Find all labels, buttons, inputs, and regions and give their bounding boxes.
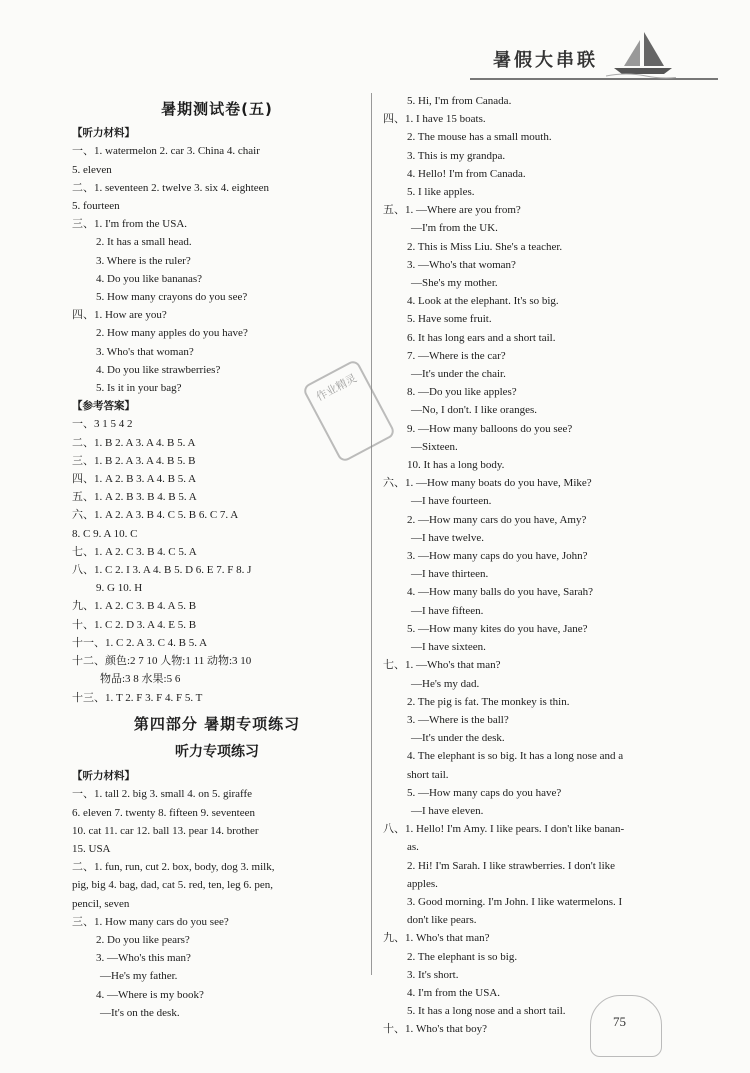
text-line: 6. eleven 7. twenty 8. fifteen 9. seventeen (72, 806, 255, 819)
text-line: 10. cat 11. car 12. ball 13. pear 14. brother (72, 824, 259, 837)
text-line: pig, big 4. bag, dad, cat 5. red, ten, leg 6. pen, (72, 879, 274, 892)
text-line: 5. I like apples. (407, 186, 475, 199)
text-line: 七、1. A 2. C 3. B 4. C 5. A (72, 545, 197, 558)
text-line: 三、1. I'm from the USA. (72, 218, 188, 231)
text-line: 4. The elephant is so big. It has a long nose and a (407, 750, 624, 763)
text-line: 5. It has a long nose and a short tail. (407, 1005, 566, 1018)
text-line: 5. Is it in your bag? (96, 382, 182, 395)
text-line: —I have twelve. (411, 531, 484, 544)
text-line: 3. —Who's that woman? (407, 258, 516, 271)
text-line: 3. Where is the ruler? (96, 254, 191, 267)
text-line: 二、1. fun, run, cut 2. box, body, dog 3. milk, (72, 861, 275, 874)
header-rule (470, 78, 718, 80)
text-line: 二、1. seventeen 2. twelve 3. six 4. eighteen (72, 181, 270, 194)
text-line: don't like pears. (407, 914, 477, 927)
section-heading: 【听力材料】 (72, 770, 135, 783)
section-heading: 【听力材料】 (72, 127, 135, 140)
text-line: 八、1. C 2. I 3. A 4. B 5. D 6. E 7. F 8. J (72, 564, 252, 577)
left-column (72, 98, 362, 1022)
text-line: —She's my mother. (411, 277, 498, 290)
text-line: —It's on the desk. (100, 1006, 180, 1019)
text-line: 4. I'm from the USA. (407, 986, 501, 999)
text-line: 五、1. A 2. B 3. B 4. B 5. A (72, 491, 197, 504)
text-line: 三、1. How many cars do you see? (72, 915, 229, 928)
text-line: —He's my father. (100, 970, 178, 983)
text-line: 5. fourteen (72, 200, 120, 213)
text-line: 一、1. tall 2. big 3. small 4. on 5. giraffe (72, 788, 253, 801)
text-line: —I have thirteen. (411, 568, 489, 581)
text-line: 2. The elephant is so big. (407, 950, 518, 963)
text-line: apples. (407, 877, 438, 890)
text-line: 2. Hi! I'm Sarah. I like strawberries. I don't like (407, 859, 616, 872)
text-line: 2. This is Miss Liu. She's a teacher. (407, 240, 563, 253)
text-line: 四、1. A 2. B 3. A 4. B 5. A (72, 473, 197, 486)
text-line: 五、1. —Where are you from? (383, 204, 521, 217)
text-line: —It's under the desk. (411, 732, 505, 745)
text-line: 2. The pig is fat. The monkey is thin. (407, 695, 570, 708)
text-line: —No, I don't. I like oranges. (411, 404, 538, 417)
section-title: 第四部分 暑期专项练习 (133, 714, 301, 733)
text-line: 六、1. —How many boats do you have, Mike? (383, 477, 592, 490)
text-line: 4. Look at the elephant. It's so big. (407, 295, 559, 308)
page-number: 75 (613, 1014, 626, 1029)
text-line: 四、1. How are you? (72, 309, 167, 322)
text-line: —Sixteen. (411, 440, 458, 453)
text-line: 2. The mouse has a small mouth. (407, 131, 552, 144)
text-line: 7. —Where is the car? (407, 349, 506, 362)
text-line: 6. It has long ears and a short tail. (407, 331, 556, 344)
text-line: 2. Do you like pears? (96, 933, 190, 946)
text-line: 十二、颜色:2 7 10 人物:1 11 动物:3 10 (72, 655, 252, 668)
text-line: 六、1. A 2. A 3. B 4. C 5. B 6. C 7. A (72, 509, 239, 522)
text-line: 3. It's short. (407, 968, 459, 981)
text-line: short tail. (407, 768, 449, 781)
text-line: 十、1. C 2. D 3. A 4. E 5. B (72, 618, 197, 631)
text-line: pencil, seven (72, 897, 130, 910)
text-line: 5. Have some fruit. (407, 313, 492, 326)
column-divider (371, 93, 372, 975)
section-heading: 【参考答案】 (72, 400, 135, 413)
text-line: 5. Hi, I'm from Canada. (407, 95, 512, 107)
header-title: 暑假大串联 (493, 50, 598, 70)
text-line: 十一、1. C 2. A 3. C 4. B 5. A (72, 636, 208, 649)
text-line: —I have fourteen. (411, 495, 492, 508)
text-line: 4. Hello! I'm from Canada. (407, 167, 526, 180)
text-line: 九、1. Who's that man? (383, 932, 490, 945)
text-line: 4. Do you like bananas? (96, 272, 202, 285)
text-line: 三、1. B 2. A 3. A 4. B 5. B (72, 454, 196, 467)
text-line: 8. —Do you like apples? (407, 386, 517, 399)
text-line: 十、1. Who's that boy? (383, 1023, 488, 1036)
sailboat-icon (606, 26, 676, 80)
right-column (383, 92, 693, 1039)
text-line: 5. How many crayons do you see? (96, 291, 248, 304)
text-line: 4. —Where is my book? (96, 988, 204, 1001)
text-line: 二、1. B 2. A 3. A 4. B 5. A (72, 436, 196, 449)
text-line: 2. —How many cars do you have, Amy? (407, 513, 587, 526)
text-line: 5. eleven (72, 163, 112, 176)
section-title: 暑期测试卷(五) (161, 100, 273, 118)
text-line: 9. G 10. H (96, 582, 143, 595)
text-line: 4. Do you like strawberries? (96, 363, 221, 376)
stamp: 作业精灵 (301, 358, 396, 463)
text-line: 2. It has a small head. (96, 236, 192, 249)
text-line: 3. —How many caps do you have, John? (407, 550, 588, 563)
text-line: 十三、1. T 2. F 3. F 4. F 5. T (72, 691, 203, 704)
text-line: 一、1. watermelon 2. car 3. China 4. chair (72, 145, 260, 158)
text-line: 9. —How many balloons do you see? (407, 422, 573, 435)
text-line: 3. Good morning. I'm John. I like watermelons. I (407, 895, 623, 908)
text-line: —It's under the chair. (411, 368, 506, 381)
text-line: 四、1. I have 15 boats. (383, 113, 486, 126)
text-line: 七、1. —Who's that man? (383, 659, 501, 672)
text-line: —I'm from the UK. (411, 222, 498, 235)
text-line: —I have fifteen. (411, 604, 484, 617)
text-line: 2. How many apples do you have? (96, 327, 248, 340)
text-line: as. (407, 841, 419, 854)
text-line: 4. —How many balls do you have, Sarah? (407, 586, 594, 599)
section-title: 听力专项练习 (175, 743, 259, 760)
text-line: —He's my dad. (411, 677, 480, 690)
text-line: —I have sixteen. (411, 641, 486, 654)
corner-decoration (590, 995, 662, 1057)
text-line: 3. —Where is the ball? (407, 713, 509, 726)
text-line: 8. C 9. A 10. C (72, 527, 138, 540)
text-line: 5. —How many kites do you have, Jane? (407, 622, 588, 635)
text-line: 15. USA (72, 842, 111, 855)
text-line: 一、3 1 5 4 2 (72, 418, 133, 431)
text-line: 3. Who's that woman? (96, 345, 194, 358)
text-line: 5. —How many caps do you have? (407, 786, 562, 799)
text-line: 九、1. A 2. C 3. B 4. A 5. B (72, 600, 197, 613)
text-line: 10. It has a long body. (407, 459, 505, 472)
text-line: 3. This is my grandpa. (407, 149, 506, 162)
text-line: 物品:3 8 水果:5 6 (100, 673, 181, 686)
text-line: 3. —Who's this man? (96, 952, 191, 965)
text-line: —I have eleven. (411, 804, 484, 817)
text-line: 八、1. Hello! I'm Amy. I like pears. I don't like banan- (383, 823, 625, 836)
